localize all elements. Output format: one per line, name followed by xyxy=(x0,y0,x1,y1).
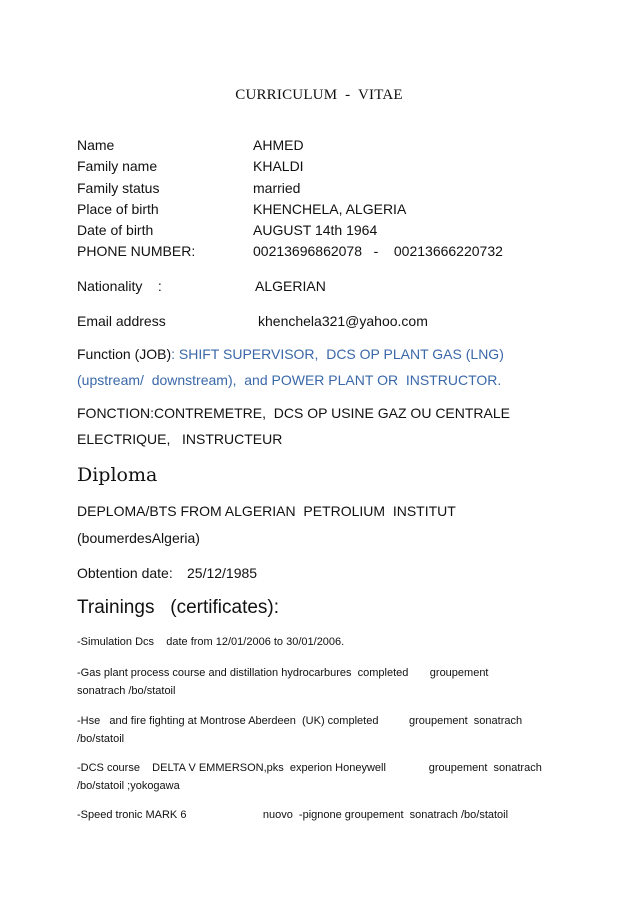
training-item: -Simulation Dcs date from 12/01/2006 to 30/01/2006. xyxy=(77,636,345,648)
training-item: -Speed tronic MARK 6 nuovo -pignone groupement sonatrach /bo/statoil xyxy=(77,809,509,821)
fonction-line-1: FONCTION:CONTREMETRE, DCS OP USINE GAZ OU CENTRALE xyxy=(77,405,511,421)
diploma-heading: Diploma xyxy=(77,464,158,486)
fonction-line-2: ELECTRIQUE, INSTRUCTEUR xyxy=(77,431,283,447)
label-place-of-birth: Place of birth xyxy=(77,201,159,217)
label-nationality: Nationality : xyxy=(77,278,162,294)
function-value: : SHIFT SUPERVISOR, DCS OP PLANT GAS (LNG) xyxy=(171,346,504,362)
label-phone: PHONE NUMBER: xyxy=(77,243,196,259)
training-item-cont: /bo/statoil xyxy=(77,733,125,745)
value-email[interactable]: khenchela321@yahoo.com xyxy=(258,313,428,329)
label-email: Email address xyxy=(77,313,166,329)
function-label: Function (JOB) xyxy=(77,346,172,362)
trainings-heading: Trainings (certificates): xyxy=(77,597,280,618)
value-name: AHMED xyxy=(253,137,304,153)
label-family-name: Family name xyxy=(77,158,158,174)
diploma-line-2: (boumerdesAlgeria) xyxy=(77,530,200,546)
label-date-of-birth: Date of birth xyxy=(77,222,154,238)
label-family-status: Family status xyxy=(77,180,160,196)
value-phone: 00213696862078 - 00213666220732 xyxy=(253,243,503,259)
value-family-name: KHALDI xyxy=(253,158,304,174)
training-item: -Gas plant process course and distillation hydrocarbures completed groupement xyxy=(77,667,489,679)
diploma-line-1: DEPLOMA/BTS FROM ALGERIAN PETROLIUM INSTITUT xyxy=(77,503,456,519)
training-item-cont: /bo/statoil ;yokogawa xyxy=(77,780,180,792)
value-date-of-birth: AUGUST 14th 1964 xyxy=(253,222,378,238)
training-item-cont: sonatrach /bo/statoil xyxy=(77,685,176,697)
function-line-1 xyxy=(77,346,504,362)
training-item: -DCS course DELTA V EMMERSON,pks experion Honeywell groupement sonatrach xyxy=(77,762,542,774)
document-title: CURRICULUM - VITAE xyxy=(235,87,403,103)
value-nationality: ALGERIAN xyxy=(255,278,326,294)
training-item: -Hse and fire fighting at Montrose Aberdeen (UK) completed groupement sonatrach xyxy=(77,715,523,727)
value-family-status: married xyxy=(253,180,301,196)
obtention-date-label: Obtention date: xyxy=(77,565,173,581)
label-name: Name xyxy=(77,137,115,153)
obtention-date-value: 25/12/1985 xyxy=(187,565,258,581)
value-place-of-birth: KHENCHELA, ALGERIA xyxy=(253,201,407,217)
function-line-2: (upstream/ downstream), and POWER PLANT OR INSTRUCTOR. xyxy=(77,372,502,388)
